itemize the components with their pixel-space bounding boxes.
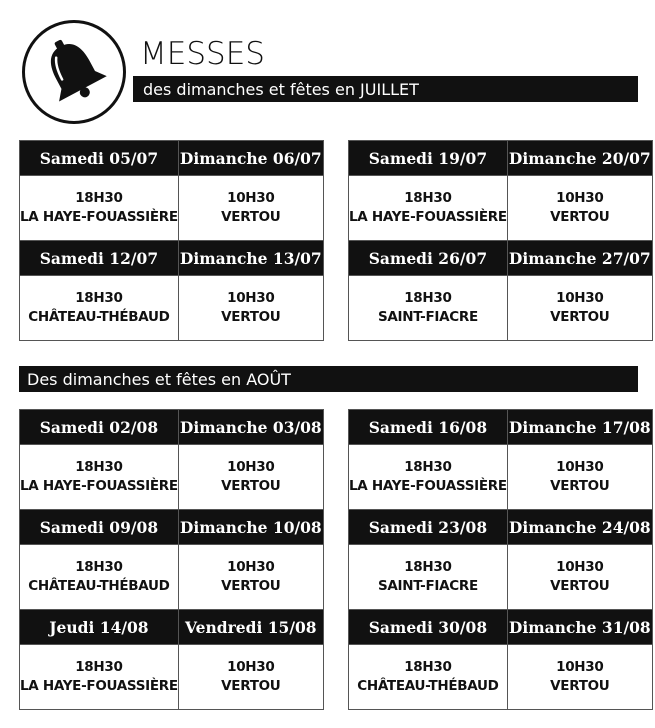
mass-time: 18H30 [404,559,452,575]
mass-day: Samedi 09/08 [20,510,179,545]
mass-day: Dimanche 31/08 [507,610,652,645]
schedule-body-row [20,276,324,341]
mass-day: Dimanche 24/08 [507,510,652,545]
mass-time: 10H30 [227,190,275,206]
mass-details [20,645,179,710]
mass-day: Dimanche 20/07 [507,141,652,176]
schedule-body-row [349,545,653,610]
mass-details [20,176,179,241]
mass-location: LA HAYE-FOUASSIÈRE [20,678,178,694]
schedule-body-row [349,445,653,510]
mass-location: SAINT-FIACRE [377,578,478,594]
mass-details [20,545,179,610]
schedule-header-row [20,610,324,645]
mass-location: LA HAYE-FOUASSIÈRE [349,478,507,494]
schedule-header-row [20,510,324,545]
mass-day: Dimanche 06/07 [178,141,323,176]
mass-time: 10H30 [227,459,275,475]
mass-location: LA HAYE-FOUASSIÈRE [349,209,507,225]
mass-time: 18H30 [75,459,123,475]
mass-time: 10H30 [556,290,604,306]
bell-icon [25,23,123,121]
mass-time: 18H30 [75,190,123,206]
mass-details [507,645,652,710]
mass-details [507,545,652,610]
august-right-schedule [348,409,653,710]
mass-location: VERTOU [221,478,281,494]
mass-details [178,276,323,341]
august-banner: Des dimanches et fêtes en AOÛT [19,366,638,392]
mass-location: VERTOU [550,478,610,494]
mass-details [349,445,508,510]
mass-time: 18H30 [75,659,123,675]
mass-details [178,445,323,510]
mass-day: Dimanche 17/08 [507,410,652,445]
july-banner: des dimanches et fêtes en JUILLET [133,76,638,102]
mass-location: VERTOU [221,678,281,694]
july-left-schedule [19,140,324,341]
schedule-header-row [349,241,653,276]
mass-time: 10H30 [227,659,275,675]
mass-time: 18H30 [75,290,123,306]
mass-time: 10H30 [227,290,275,306]
mass-time: 10H30 [227,559,275,575]
mass-day: Samedi 12/07 [20,241,179,276]
mass-details [20,445,179,510]
mass-details [349,545,508,610]
mass-location: CHÂTEAU-THÉBAUD [28,309,170,325]
schedule-body-row [20,645,324,710]
mass-location: LA HAYE-FOUASSIÈRE [20,209,178,225]
schedule-body-row [349,176,653,241]
mass-location: LA HAYE-FOUASSIÈRE [20,478,178,494]
mass-details [178,645,323,710]
mass-location: VERTOU [550,678,610,694]
mass-day: Dimanche 03/08 [178,410,323,445]
mass-location: VERTOU [550,578,610,594]
schedule-header-row [349,610,653,645]
mass-details [507,445,652,510]
mass-details [349,176,508,241]
mass-day: Jeudi 14/08 [20,610,179,645]
mass-time: 10H30 [556,559,604,575]
mass-details [20,276,179,341]
mass-time: 18H30 [75,559,123,575]
mass-details [178,176,323,241]
schedule-body-row [349,645,653,710]
mass-day: Samedi 23/08 [349,510,508,545]
page-title: MESSES [140,36,265,72]
schedule-header-row [20,410,324,445]
mass-time: 18H30 [404,290,452,306]
mass-day: Dimanche 10/08 [178,510,323,545]
mass-location: VERTOU [550,209,610,225]
mass-details [349,645,508,710]
mass-day: Vendredi 15/08 [178,610,323,645]
mass-day: Samedi 19/07 [349,141,508,176]
mass-day: Samedi 30/08 [349,610,508,645]
schedule-body-row [349,276,653,341]
mass-day: Dimanche 13/07 [178,241,323,276]
mass-details [507,176,652,241]
mass-day: Samedi 26/07 [349,241,508,276]
mass-location: VERTOU [221,578,281,594]
schedule-body-row [20,176,324,241]
mass-location: CHÂTEAU-THÉBAUD [357,678,499,694]
mass-time: 10H30 [556,459,604,475]
schedule-header-row [349,510,653,545]
mass-location: VERTOU [550,309,610,325]
schedule-header-row [20,241,324,276]
mass-day: Samedi 02/08 [20,410,179,445]
mass-day: Samedi 16/08 [349,410,508,445]
august-left-schedule [19,409,324,710]
bell-logo [22,20,126,124]
mass-location: VERTOU [221,209,281,225]
schedule-header-row [349,410,653,445]
mass-details [507,276,652,341]
mass-details [349,276,508,341]
mass-location: VERTOU [221,309,281,325]
mass-day: Dimanche 27/07 [507,241,652,276]
schedule-header-row [349,141,653,176]
mass-time: 10H30 [556,659,604,675]
july-right-schedule [348,140,653,341]
mass-time: 18H30 [404,190,452,206]
mass-location: CHÂTEAU-THÉBAUD [28,578,170,594]
schedule-header-row [20,141,324,176]
mass-details [178,545,323,610]
schedule-body-row [20,445,324,510]
mass-time: 18H30 [404,459,452,475]
mass-time: 10H30 [556,190,604,206]
mass-day: Samedi 05/07 [20,141,179,176]
mass-location: SAINT-FIACRE [377,309,478,325]
schedule-body-row [20,545,324,610]
mass-time: 18H30 [404,659,452,675]
